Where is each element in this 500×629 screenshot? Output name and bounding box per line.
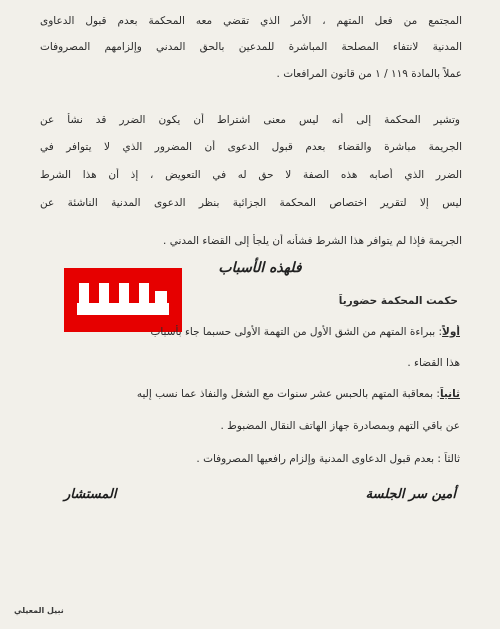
first-item-label: أولاً: [442, 326, 460, 338]
footer-credit: نبيل المعيلي: [14, 606, 64, 615]
paragraph2-line: الجريمة فإذا لم يتوافر هذا الشرط فشأنه أن يلجأ إلى القضاء المدني .: [163, 235, 462, 247]
second-item-line: عن باقي التهم وبمصادرة جهاز الهاتف النقال المضبوط .: [220, 420, 460, 432]
first-item-line: هذا القضاء .: [407, 357, 460, 369]
paragraph2-line: ليس إلا لتقرير اختصاص المحكمة الجزائية بنظر الدعوى المدنية الناشئة عن: [40, 197, 462, 209]
second-item-text: : بمعاقبة المتهم بالحبس عشر سنوات مع الشغل والنفاذ عما نسب إليه: [136, 388, 440, 400]
second-item-label: ثانياً: [439, 388, 460, 400]
paragraph1-line: عملاً بالمادة ١١٩ / ١ من قانون المرافعات .: [276, 68, 462, 80]
secretary-signature: أمين سر الجلسة: [365, 487, 456, 502]
paragraph1-line: المدنية لانتفاء المصلحة المباشرة للمدعين بالحق المدني وإلزامهم المصروفات: [40, 41, 462, 53]
third-item-line: ثالثاً : بعدم قبول الدعاوى المدنية وإلزام رافعيها المصروفات .: [196, 453, 460, 465]
first-item-text: : ببراءة المتهم من الشق الأول من التهمة الأولى حسبما جاء بأسباب: [150, 326, 443, 338]
paragraph2-line: الضرر الذي أصابه هذه الصفة لا حق له في التعويض ، إذ أن هذا الشرط: [40, 169, 462, 181]
paragraph2-line: وتشير المحكمة إلى أنه ليس معنى اشتراط أن يكون الضرر قد نشأ عن: [40, 114, 460, 126]
paragraph2-line: الجريمة مباشرة والقضاء بعدم قبول الدعوى أن المضرور الذي لا يتوافر في: [40, 141, 462, 153]
paragraph1-line: المجتمع من فعل المتهم ، الأمر الذي تقضي معه المحكمة بعدم قبول الدعاوى: [40, 15, 462, 27]
verdict-intro: حكمت المحكمة حضورياً: [338, 295, 458, 307]
counselor-signature: المستشار: [64, 487, 117, 502]
first-item-line: [40, 325, 460, 339]
second-item-line: [40, 387, 460, 401]
reasons-heading: فلهذه الأسباب: [218, 260, 302, 276]
